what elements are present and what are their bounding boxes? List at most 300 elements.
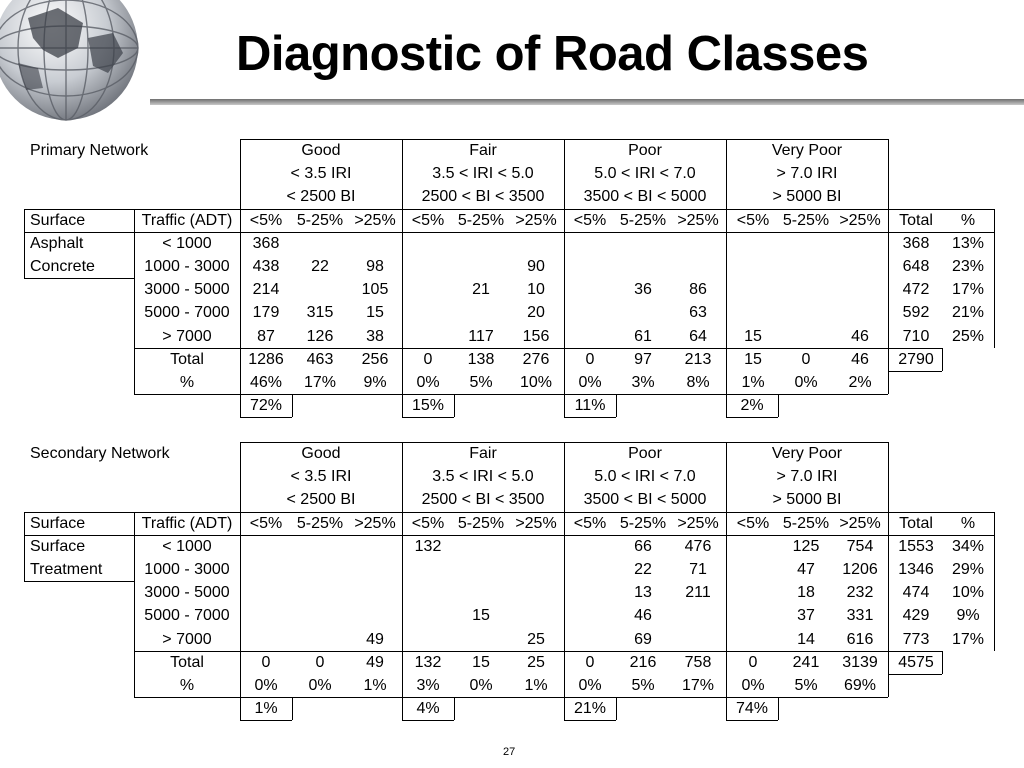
percent-cell: 3% bbox=[631, 374, 655, 391]
table-rule bbox=[134, 697, 888, 698]
table-cell bbox=[564, 232, 616, 255]
table-rule bbox=[564, 209, 565, 418]
table-rule bbox=[240, 417, 292, 418]
table-rule bbox=[778, 394, 779, 417]
table-cell: 87 bbox=[257, 327, 275, 345]
column-header: Total bbox=[899, 514, 933, 532]
table-cell bbox=[402, 301, 454, 324]
table-cell: 773 bbox=[902, 630, 930, 648]
table-cell bbox=[726, 604, 780, 627]
table-cell bbox=[402, 278, 454, 301]
table-cell bbox=[726, 628, 780, 651]
table-rule bbox=[240, 209, 241, 418]
bi-range-header: 2500 < BI < 3500 bbox=[421, 491, 545, 509]
table-rule bbox=[564, 139, 565, 209]
table-cell: 18 bbox=[797, 584, 815, 602]
table-rule bbox=[564, 442, 565, 512]
column-header: Traffic (ADT) bbox=[141, 211, 233, 229]
table-cell bbox=[292, 535, 348, 558]
table-cell bbox=[240, 604, 292, 627]
table-rule bbox=[888, 442, 889, 512]
table-cell: 126 bbox=[306, 327, 334, 345]
table-rule bbox=[454, 394, 455, 417]
table-rule bbox=[888, 371, 942, 372]
column-header: 5-25% bbox=[296, 211, 344, 229]
column-header: 5-25% bbox=[457, 211, 505, 229]
table-rule bbox=[134, 512, 135, 698]
table-cell bbox=[726, 581, 780, 604]
column-header: <5% bbox=[736, 514, 770, 532]
table-cell: 29% bbox=[951, 561, 985, 578]
percent-cell: 8% bbox=[686, 374, 710, 391]
column-header: 5-25% bbox=[296, 514, 344, 532]
table-rule bbox=[726, 512, 727, 721]
grand-total: 4575 bbox=[898, 653, 934, 671]
table-cell bbox=[564, 301, 616, 324]
total-cell: 0 bbox=[423, 350, 433, 368]
condition-category-header: Good bbox=[301, 142, 341, 159]
percent-cell: 5% bbox=[631, 677, 655, 694]
table-rule bbox=[726, 209, 727, 418]
table-cell: 47 bbox=[797, 561, 815, 578]
percent-cell: 0% bbox=[794, 374, 818, 391]
table-cell: 10% bbox=[951, 584, 985, 602]
table-cell: 69 bbox=[634, 630, 652, 648]
network-name: Primary Network bbox=[30, 142, 149, 159]
traffic-label: 3000 - 5000 bbox=[144, 584, 230, 602]
table-cell: 368 bbox=[902, 234, 930, 252]
globe-icon bbox=[0, 0, 158, 128]
table-cell bbox=[832, 232, 888, 255]
table-cell: 23% bbox=[951, 258, 985, 275]
table-rule bbox=[726, 442, 727, 512]
column-header: >25% bbox=[839, 211, 881, 229]
total-cell: 15 bbox=[472, 653, 490, 671]
percent-cell: 0% bbox=[469, 677, 493, 694]
traffic-label: 3000 - 5000 bbox=[144, 281, 230, 299]
column-header: >25% bbox=[677, 211, 719, 229]
traffic-label: 5000 - 7000 bbox=[144, 304, 230, 322]
column-header: Traffic (ADT) bbox=[141, 514, 233, 532]
table-cell bbox=[508, 535, 564, 558]
table-rule bbox=[402, 209, 403, 418]
table-cell: 21% bbox=[951, 304, 985, 322]
primary-network-table bbox=[24, 138, 998, 418]
column-header: <5% bbox=[411, 514, 445, 532]
table-rule bbox=[726, 417, 778, 418]
column-header: >25% bbox=[515, 514, 557, 532]
table-cell: 1553 bbox=[898, 537, 934, 555]
iri-range-header: 3.5 < IRI < 5.0 bbox=[432, 165, 534, 183]
percent-cell: 0% bbox=[254, 677, 278, 694]
table-rule bbox=[134, 651, 942, 652]
total-cell: 138 bbox=[467, 350, 495, 368]
table-cell: 15 bbox=[472, 607, 490, 625]
surface-label: Asphalt bbox=[30, 234, 84, 252]
table-cell bbox=[564, 535, 616, 558]
table-cell bbox=[832, 278, 888, 301]
surface-label: Treatment bbox=[30, 561, 103, 578]
bi-range-header: < 2500 BI bbox=[286, 188, 356, 206]
column-header: % bbox=[960, 211, 976, 229]
table-rule bbox=[24, 232, 994, 233]
table-cell: 71 bbox=[689, 561, 707, 578]
total-cell: 0 bbox=[261, 653, 271, 671]
table-rule bbox=[888, 209, 889, 395]
bi-range-header: > 5000 BI bbox=[772, 188, 842, 206]
total-cell: 0 bbox=[315, 653, 325, 671]
table-cell bbox=[726, 558, 780, 581]
percent-cell: 1% bbox=[363, 677, 387, 694]
traffic-label: 1000 - 3000 bbox=[144, 258, 230, 275]
percent-cell: 69% bbox=[843, 677, 877, 694]
table-rule bbox=[402, 720, 454, 721]
table-cell: 38 bbox=[366, 327, 384, 345]
table-rule bbox=[726, 720, 778, 721]
surface-label: Surface bbox=[30, 537, 86, 555]
column-header: 5-25% bbox=[619, 211, 667, 229]
table-cell: 17% bbox=[951, 630, 985, 648]
table-cell: 22 bbox=[634, 561, 652, 578]
table-cell bbox=[726, 278, 780, 301]
table-cell bbox=[402, 558, 454, 581]
table-cell bbox=[780, 255, 832, 278]
table-rule bbox=[402, 442, 403, 512]
table-cell bbox=[780, 278, 832, 301]
table-cell bbox=[564, 325, 616, 348]
table-rule bbox=[292, 394, 293, 417]
table-cell: 25 bbox=[527, 630, 545, 648]
table-cell: 10 bbox=[527, 281, 545, 299]
iri-range-header: 5.0 < IRI < 7.0 bbox=[594, 165, 696, 183]
column-header: 5-25% bbox=[619, 514, 667, 532]
table-cell: 156 bbox=[522, 327, 550, 345]
table-cell bbox=[454, 581, 508, 604]
table-cell bbox=[402, 604, 454, 627]
table-cell bbox=[292, 604, 348, 627]
percent-cell: 17% bbox=[303, 374, 337, 391]
iri-range-header: 5.0 < IRI < 7.0 bbox=[594, 468, 696, 486]
table-cell bbox=[616, 301, 670, 324]
table-cell: 315 bbox=[306, 304, 334, 322]
table-cell: 125 bbox=[792, 537, 820, 555]
table-cell: 648 bbox=[902, 258, 930, 275]
table-rule bbox=[240, 720, 292, 721]
table-cell bbox=[564, 558, 616, 581]
table-cell bbox=[454, 628, 508, 651]
table-rule bbox=[616, 697, 617, 720]
total-cell: 213 bbox=[684, 350, 712, 368]
table-rule bbox=[134, 394, 888, 395]
table-cell bbox=[454, 255, 508, 278]
category-percent: 2% bbox=[740, 397, 764, 415]
table-rule bbox=[134, 209, 135, 395]
table-cell: 1206 bbox=[842, 561, 878, 578]
table-cell: 132 bbox=[414, 537, 442, 555]
total-cell: 132 bbox=[414, 653, 442, 671]
table-cell: 36 bbox=[634, 281, 652, 299]
table-cell bbox=[402, 325, 454, 348]
bi-range-header: > 5000 BI bbox=[772, 491, 842, 509]
table-rule bbox=[240, 512, 241, 721]
percent-cell: 9% bbox=[363, 374, 387, 391]
percent-cell: 17% bbox=[681, 677, 715, 694]
page-title: Diagnostic of Road Classes bbox=[236, 27, 869, 81]
table-rule bbox=[24, 535, 994, 536]
table-rule bbox=[24, 278, 134, 279]
total-label: Total bbox=[170, 653, 204, 671]
table-cell: 86 bbox=[689, 281, 707, 299]
table-rule bbox=[24, 512, 994, 513]
iri-range-header: 3.5 < IRI < 5.0 bbox=[432, 468, 534, 486]
table-cell: 438 bbox=[252, 258, 280, 275]
table-cell: 710 bbox=[902, 327, 930, 345]
table-cell bbox=[780, 301, 832, 324]
table-rule bbox=[454, 697, 455, 720]
condition-category-header: Good bbox=[301, 445, 341, 462]
bi-range-header: 2500 < BI < 3500 bbox=[421, 188, 545, 206]
table-cell bbox=[292, 581, 348, 604]
iri-range-header: > 7.0 IRI bbox=[776, 468, 838, 486]
column-header: Surface bbox=[30, 211, 86, 229]
column-header: >25% bbox=[354, 211, 396, 229]
percent-cell: 10% bbox=[519, 374, 553, 391]
bi-range-header: 3500 < BI < 5000 bbox=[583, 188, 707, 206]
category-percent: 11% bbox=[574, 397, 606, 415]
bi-range-header: < 2500 BI bbox=[286, 491, 356, 509]
table-rule bbox=[24, 209, 25, 279]
table-cell: 17% bbox=[951, 281, 985, 299]
total-cell: 241 bbox=[792, 653, 820, 671]
table-cell: 90 bbox=[527, 258, 545, 275]
table-cell bbox=[726, 301, 780, 324]
table-cell: 754 bbox=[846, 537, 874, 555]
table-cell bbox=[780, 232, 832, 255]
category-percent: 15% bbox=[411, 397, 445, 415]
column-header: >25% bbox=[677, 514, 719, 532]
table-cell bbox=[454, 301, 508, 324]
traffic-label: > 7000 bbox=[162, 630, 212, 648]
table-cell: 368 bbox=[252, 234, 280, 252]
table-cell: 34% bbox=[951, 537, 985, 555]
iri-range-header: < 3.5 IRI bbox=[290, 165, 352, 183]
column-header: 5-25% bbox=[457, 514, 505, 532]
table-cell: 46 bbox=[634, 607, 652, 625]
table-rule bbox=[24, 209, 994, 210]
category-percent: 72% bbox=[249, 397, 283, 415]
table-cell bbox=[832, 255, 888, 278]
table-cell bbox=[780, 325, 832, 348]
traffic-label: 1000 - 3000 bbox=[144, 561, 230, 578]
percent-cell: 46% bbox=[249, 374, 283, 391]
percent-cell: 0% bbox=[578, 374, 602, 391]
column-header: 5-25% bbox=[782, 211, 830, 229]
traffic-label: 5000 - 7000 bbox=[144, 607, 230, 625]
column-header: Total bbox=[899, 211, 933, 229]
table-rule bbox=[564, 417, 616, 418]
total-cell: 0 bbox=[585, 350, 595, 368]
table-cell: 331 bbox=[846, 607, 874, 625]
table-cell: 1346 bbox=[898, 561, 934, 578]
table-cell: 105 bbox=[361, 281, 389, 299]
total-cell: 216 bbox=[629, 653, 657, 671]
table-cell bbox=[454, 535, 508, 558]
percent-cell: 0% bbox=[308, 677, 332, 694]
table-rule bbox=[888, 512, 889, 698]
traffic-label: > 7000 bbox=[162, 327, 212, 345]
table-cell: 13% bbox=[951, 234, 985, 252]
table-cell: 429 bbox=[902, 607, 930, 625]
total-cell: 758 bbox=[684, 653, 712, 671]
table-cell bbox=[292, 278, 348, 301]
table-cell bbox=[726, 232, 780, 255]
table-cell bbox=[348, 581, 402, 604]
percent-cell: 1% bbox=[741, 374, 765, 391]
grand-total: 2790 bbox=[898, 350, 934, 368]
table-rule bbox=[888, 139, 889, 209]
percent-cell: 5% bbox=[469, 374, 493, 391]
category-percent: 4% bbox=[416, 700, 440, 718]
table-rule bbox=[240, 139, 241, 209]
table-cell: 49 bbox=[366, 630, 384, 648]
condition-category-header: Poor bbox=[628, 445, 662, 462]
table-rule bbox=[564, 512, 565, 721]
condition-category-header: Fair bbox=[469, 445, 497, 462]
table-cell bbox=[454, 232, 508, 255]
table-cell bbox=[240, 581, 292, 604]
traffic-label: < 1000 bbox=[162, 234, 212, 252]
total-cell: 256 bbox=[361, 350, 389, 368]
total-label: Total bbox=[170, 350, 204, 368]
percent-cell: 1% bbox=[524, 677, 548, 694]
table-cell bbox=[670, 255, 726, 278]
table-cell: 476 bbox=[684, 537, 712, 555]
column-header: <5% bbox=[736, 211, 770, 229]
total-cell: 3139 bbox=[842, 653, 878, 671]
total-cell: 49 bbox=[366, 653, 384, 671]
table-rule bbox=[942, 348, 943, 371]
table-rule bbox=[292, 697, 293, 720]
total-cell: 0 bbox=[801, 350, 811, 368]
table-cell bbox=[508, 581, 564, 604]
table-cell: 15 bbox=[366, 304, 384, 322]
total-cell: 46 bbox=[851, 350, 869, 368]
table-cell: 64 bbox=[689, 327, 707, 345]
total-cell: 463 bbox=[306, 350, 334, 368]
table-cell bbox=[348, 558, 402, 581]
total-cell: 0 bbox=[585, 653, 595, 671]
table-cell: 214 bbox=[252, 281, 280, 299]
table-cell bbox=[616, 255, 670, 278]
table-cell: 472 bbox=[902, 281, 930, 299]
table-cell bbox=[670, 232, 726, 255]
table-rule bbox=[942, 651, 943, 674]
table-cell: 15 bbox=[744, 327, 762, 345]
condition-category-header: Fair bbox=[469, 142, 497, 159]
table-cell bbox=[454, 558, 508, 581]
table-rule bbox=[778, 697, 779, 720]
percent-label: % bbox=[179, 677, 195, 694]
table-cell: 98 bbox=[366, 258, 384, 275]
table-cell: 474 bbox=[902, 584, 930, 602]
column-header: <5% bbox=[411, 211, 445, 229]
table-cell: 117 bbox=[468, 327, 494, 345]
table-cell bbox=[348, 232, 402, 255]
condition-category-header: Poor bbox=[628, 142, 662, 159]
table-cell bbox=[564, 604, 616, 627]
percent-label: % bbox=[179, 374, 195, 391]
table-cell bbox=[402, 255, 454, 278]
iri-range-header: > 7.0 IRI bbox=[776, 165, 838, 183]
table-cell bbox=[348, 535, 402, 558]
column-header: >25% bbox=[515, 211, 557, 229]
table-cell bbox=[240, 628, 292, 651]
column-header: >25% bbox=[354, 514, 396, 532]
table-cell bbox=[564, 255, 616, 278]
column-header: 5-25% bbox=[782, 514, 830, 532]
table-cell: 66 bbox=[634, 537, 652, 555]
table-rule bbox=[24, 581, 134, 582]
table-rule bbox=[994, 209, 995, 348]
table-cell bbox=[564, 278, 616, 301]
table-cell bbox=[670, 604, 726, 627]
percent-cell: 0% bbox=[741, 677, 765, 694]
table-cell: 37 bbox=[797, 607, 815, 625]
percent-cell: 0% bbox=[578, 677, 602, 694]
column-header: <5% bbox=[573, 211, 607, 229]
title-divider bbox=[150, 99, 1024, 105]
table-cell: 616 bbox=[846, 630, 874, 648]
table-rule bbox=[726, 139, 727, 209]
table-cell bbox=[508, 604, 564, 627]
total-cell: 1286 bbox=[248, 350, 284, 368]
percent-cell: 3% bbox=[416, 677, 440, 694]
table-cell: 46 bbox=[851, 327, 869, 345]
column-header: <5% bbox=[249, 514, 283, 532]
table-rule bbox=[402, 417, 454, 418]
table-cell bbox=[564, 628, 616, 651]
table-rule bbox=[402, 512, 403, 721]
table-cell bbox=[402, 628, 454, 651]
table-cell: 63 bbox=[689, 304, 707, 322]
total-cell: 15 bbox=[744, 350, 762, 368]
table-cell bbox=[616, 232, 670, 255]
table-rule bbox=[994, 512, 995, 651]
condition-category-header: Very Poor bbox=[771, 142, 843, 159]
table-rule bbox=[240, 442, 241, 512]
table-cell bbox=[240, 535, 292, 558]
table-cell: 211 bbox=[685, 584, 711, 602]
category-percent: 21% bbox=[573, 700, 607, 718]
column-header: <5% bbox=[573, 514, 607, 532]
surface-label: Concrete bbox=[30, 258, 95, 275]
category-percent: 74% bbox=[735, 700, 769, 718]
table-cell bbox=[292, 628, 348, 651]
table-cell bbox=[564, 581, 616, 604]
iri-range-header: < 3.5 IRI bbox=[290, 468, 352, 486]
column-header: Surface bbox=[30, 514, 86, 532]
table-cell: 25% bbox=[951, 327, 985, 345]
table-cell bbox=[402, 232, 454, 255]
condition-category-header: Very Poor bbox=[771, 445, 843, 462]
traffic-label: < 1000 bbox=[162, 537, 212, 555]
table-rule bbox=[616, 394, 617, 417]
table-rule bbox=[888, 674, 942, 675]
table-cell bbox=[670, 628, 726, 651]
table-cell bbox=[348, 604, 402, 627]
table-cell bbox=[292, 558, 348, 581]
total-cell: 0 bbox=[748, 653, 758, 671]
